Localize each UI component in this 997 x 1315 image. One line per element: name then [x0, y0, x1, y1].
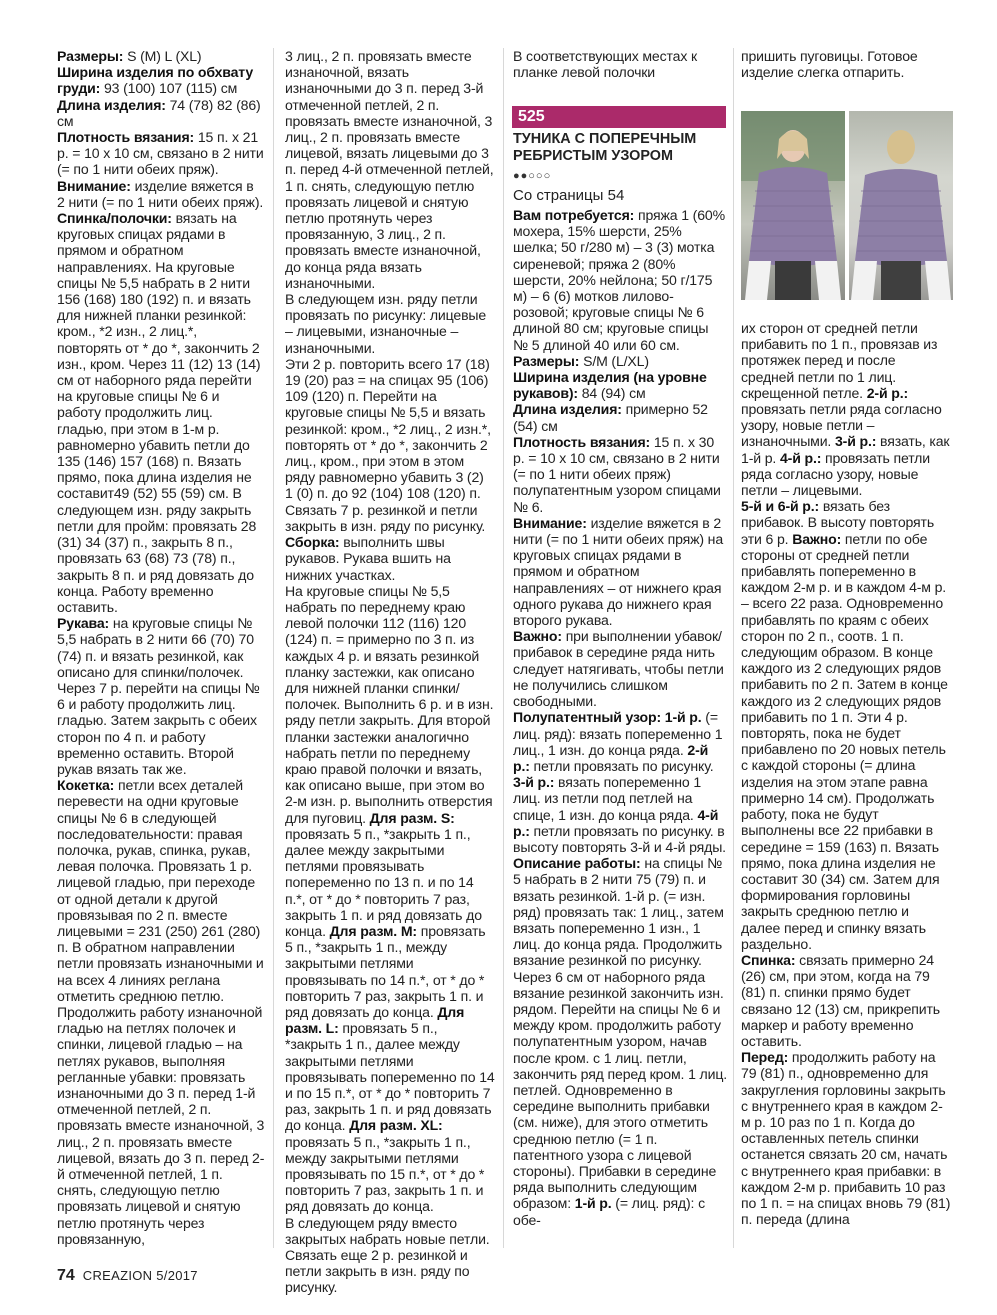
text-column-4-top: [741, 48, 951, 80]
paragraph: Сборка: выполнить швы рукавов. Рукава вшить на нижних участках.: [285, 534, 451, 583]
paragraph: Кокетка: петли всех деталей перевести на одни круговые спицы № 6 в следующей последовательности: правая полочка, рукав, спинка, рукав, левая полочка. Провязать 1 р. лицевой гладью, при переходе от одной детали к другой провязывая по 2 п. вместе лицевыми = 231 (250) 261 (280) п. В обратном направлении петли провязать изнаночными и на всех 4 линиях реглана отметить среднюю петлю. Продолжить работу изнаночной гладью на петлях полочек и спинки, лицевой гладью – на петлях рукавов, выполняя регланные убавки: провязать изнаночными до 3 п. перед 1-й отмеченной петлей, 2 п. провязать вместе изнаночной, 3 лиц., 2 п. провязать вместе лицевой, вязать до 3 п. перед 2-й отмеченной петлей, 1 п. снять, следующую петлю провязать лицевой и снятую петлю протянуть через провязанную,: [57, 777, 265, 1247]
paragraph: Рукава: на круговые спицы № 5,5 набрать в 2 нити 66 (70) 70 (74) п. и вязать резинкой, как описано для спинки/полочек. Через 7 р. перейти на спицы № 6 и работу продолжить лиц. гладью. Затем закрыть с обеих сторон по 4 п. и работу временно оставить. Второй рукав вязать так же.: [57, 615, 260, 777]
paragraph: Ширина изделия (на уровне рукавов): 84 (94) см: [513, 369, 707, 402]
from-page-note: Со страницы 54: [513, 187, 625, 204]
model-photo-front: [741, 111, 845, 300]
column-divider: [503, 48, 504, 1248]
text-column-3-top: [513, 48, 727, 80]
paragraph: Внимание: изделие вяжется в 2 нити (= по 1 нити обеих пряж) на круговых спицах рядами в прямом и обратном направлениях – от нижнего края одного рукава до нижнего края второго рукава.: [513, 514, 724, 629]
page-footer: [57, 1267, 198, 1285]
column-divider: [733, 48, 734, 1248]
text-column-4: [741, 320, 951, 1227]
paragraph: Спинка/полочки: вязать на круговых спицах рядами в прямом и обратном направлениях. На круговые спицы № 5,5 набрать в 2 нити 156 (168) 180 (192) п. и вязать для нижней планки резинкой: кром., *2 изн., 2 лиц.*, повторять от * до *, закончить 2 изн., кром. Через 11 (12) 13 (14) см от наборного ряда перейти на круговые спицы № 6 и работу продолжить лиц. гладью, при этом в 1-м р. равномерно убавить петли до 135 (146) 157 (168) п. Вязать прямо, пока длина изделия не составит49 (52) 55 (59) см. В следующем изн. ряду закрыть петли для пройм: провязать 28 (31) 34 (37) п., закрыть 8 п., провязать 63 (68) 73 (78) п., закрыть 8 п. и ряд довязать до конца. Работу временно оставить.: [57, 210, 261, 615]
paragraph: Полупатентный узор: 1-й р. (= лиц. ряд): вязать попеременно 1 лиц., 1 изн. до конца ряда. 2-й р.: петли провязать по рисунку. 3-й р.: вязать попеременно 1 лиц. из петли под петлей на спице, 1 изн. до конца ряда. 4-й р.: петли провязать по рисунку. в высоту повторять 3-й и 4-й ряды.: [513, 709, 726, 855]
paragraph: 3 лиц., 2 п. провязать вместе изнаночной, вязать изнаночными до 3 п. перед 3-й отмеченной петлей, 2 п. провязать вместе изнаночной, 3 лиц., 2 п. провязать вместе лицевой, вязать лицевыми до 3 п. перед 4-й отмеченной петлей, 1 п. снять, следующую петлю провязать лицевой и снятую петлю протянуть через провязанную, 3 лиц., 2 п. провязать вместе изнаночной, до конца ряда вязать изнаночными.: [285, 48, 494, 291]
model-front-illustration: [741, 111, 845, 300]
paragraph: Вам потребуется: пряжа 1 (60% мохера, 15% шерсти, 25% шелка; 50 г/280 м) – 3 (3) мотка сиреневой; пряжа 2 (80% шерсти, 20% нейлона; 50 г/175 м) – 6 (6) мотков лилово-розовой; круговые спицы № 6 длиной 80 см; круговые спицы № 5 длиной 40 или 60 см.: [513, 207, 725, 353]
paragraph: их сторон от средней петли прибавить по 1 п., провязав из протяжек перед и после средней петли по 1 лиц. скрещенной петле. 2-й р.: провязать петли ряда согласно узору, новые петли – изнаночными. 3-й р.: вязать, как 1-й р. 4-й р.: провязать петли ряда согласно узору, новые петли – лицевыми.: [741, 320, 950, 499]
paragraph: Плотность вязания: 15 п. х 30 р. = 10 х 10 см, связано в 2 нити (= по 1 нити обеих пряж) полупатентным узором спицами № 6.: [513, 433, 721, 515]
paragraph: Внимание: изделие вяжется в 2 нити (= по 1 нити обеих пряж).: [57, 177, 264, 210]
paragraph: Размеры: S (M) L (XL): [57, 48, 202, 64]
text-column-3: [513, 207, 727, 1228]
paragraph: На круговые спицы № 5,5 набрать по переднему краю левой полочки 112 (116) 120 (124) п. = примерно по 3 п. из каждых 4 р. и вязать резинкой планку застежки, как описано для нижней планки спинки/полочек. Выполнить 6 р. и в изн. ряду петли закрыть. Для второй планки застежки аналогично набрать петли по переднему краю правой полочки и вязать, как описано выше, при этом во 2-м изн. р. выполнить отверстия для пуговиц. Для разм. S: провязать 5 п., *закрыть 1 п., далее между закрытыми петлями провязывать попеременно по 13 п. и по 14 п.*, от * до * повторить 7 раз, закрыть 1 п. и ряд довязать до конца. Для разм. M: провязать 5 п., *закрыть 1 п., между закрытыми петлями провязывать по 14 п.*, от * до * повторить 7 раз, закрыть 1 п. и ряд довязать до конца. Для разм. L: провязать 5 п., *закрыть 1 п., далее между закрытыми петлями провязывать попеременно по 14 и по 15 п.*, от * до * повторить 7 раз, закрыть 1 п. и ряд довязать до конца. Для разм. XL: провязать 5 п., *закрыть 1 п., между закрытыми петлями провязывать по 15 п.*, от * до * повторить 7 раз, закрыть 1 п. и ряд довязать до конца.: [285, 582, 495, 1215]
paragraph: Ширина изделия по обхвату груди: 93 (100) 107 (115) см: [57, 64, 254, 97]
difficulty-rating: ●●○○○: [513, 170, 552, 182]
paragraph: Плотность вязания: 15 п. х 21 р. = 10 х 10 см, связано в 2 нити (= по 1 нити обеих пряж).: [57, 129, 264, 178]
paragraph: Эти 2 р. повторить всего 17 (18) 19 (20) раз = на спицах 95 (106) 109 (120) п. Перейти на круговые спицы № 5,5 и вязать резинкой: кром., *2 лиц., 2 изн.*, повторять от * до *, закончить 2 лиц., кром., при этом в этом ряду равномерно убавить 3 (2) 1 (0) п. до 92 (104) 108 (120) п. Связать 7 р. резинкой и петли закрыть в изн. ряду по рисунку.: [285, 355, 491, 534]
paragraph: пришить пуговицы. Готовое изделие слегка отпарить.: [741, 48, 918, 81]
page-number: 74: [57, 1267, 75, 1284]
paragraph: В следующем ряду вместо закрытых набрать новые петли. Связать еще 2 р. резинкой и петли закрыть в изн. ряду по рисунку.: [285, 1214, 490, 1296]
text-column-1: [57, 48, 265, 1247]
paragraph: В следующем изн. ряду петли провязать по рисунку: лицевые – лицевыми, изнаночные – изнаночными.: [285, 291, 487, 356]
model-back-illustration: [849, 111, 953, 300]
column-divider: [273, 48, 274, 1248]
paragraph: 5-й и 6-й р.: вязать без прибавок. В высоту повторять эти 6 р. Важно: петли по обе стороны от средней петли прибавлять попеременно в каждом 2-м р. и в каждом 4-м р. – всего 22 раза. Одновременно прибавлять по краям с обеих сторон по 2 п., соотв. 1 п. следующим образом. В конце каждого из 2 следующих рядов прибавить по 2 п. Затем в конце каждого из 2 следующих рядов прибавить по 1 п. Эти 4 р. повторять, пока не будет прибавлено по 20 новых петель с каждой стороны (= длина изделия на этом этапе равна примерно 14 см). Продолжать работу, пока не будут выполнены все 22 прибавки в середине = 159 (163) п. Вязать прямо, пока длина изделия не составит 30 (34) см. Затем для формирования горловины закрыть среднюю петлю и далее перед и спинку вязать раздельно.: [741, 498, 948, 952]
paragraph: Длина изделия: 74 (78) 82 (86) см: [57, 96, 261, 129]
paragraph: Описание работы: на спицы № 5 набрать в 2 нити 75 (79) п. и вязать резинкой. 1-й р. (= изн. ряд) провязать так: 1 лиц., затем вязать попеременно 1 изн., 1 лиц. до конца ряда. Продолжить вязание резинкой по рисунку. Через 6 см от наборного ряда вязание резинкой закончить изн. рядом. Перейти на спицы № 6 и между кром. продолжить работу полупатентным узором, начав после кром. с 1 лиц. петли, закончить ряд перед кром. 1 лиц. петлей. Одновременно в середине выполнить прибавки (см. ниже), для этого отметить среднюю петлю (= 1 п. патентного узора с лицевой стороны). Прибавки в середине ряда выполнить следующим образом: 1-й р. (= лиц. ряд): с обе-: [513, 855, 728, 1228]
paragraph: Важно: при выполнении убавок/прибавок в середине ряда нить следует натягивать, чтобы петли не получились слишком свободными.: [513, 628, 724, 710]
paragraph: Длина изделия: примерно 52 (54) см: [513, 401, 708, 434]
magazine-issue: CREAZION 5/2017: [82, 1268, 198, 1283]
text-column-2: [285, 48, 495, 1296]
paragraph: Размеры: S/M (L/XL): [513, 352, 649, 369]
paragraph: Спинка: связать примерно 24 (26) см, при этом, когда на 79 (81) п. спинки прямо будет связано 12 (13) см, прикрепить маркер и работу временно оставить.: [741, 951, 940, 1049]
pattern-title: ТУНИКА С ПОПЕРЕЧНЫМ РЕБРИСТЫМ УЗОРОМ: [513, 131, 697, 164]
paragraph: Перед: продолжить работу на 79 (81) п., одновременно для закругления горловины закрыть с внутреннего края в каждом 2-м р. 10 раз по 1 п. Когда до оставленных петель спинки останется связать 20 см, начать с внутреннего края прибавки: в каждом 2-м р. прибавить 10 раз по 1 п. = на спицах вновь 79 (81) п. переда (длина: [741, 1049, 951, 1228]
paragraph: В соответствующих местах к планке левой полочки: [513, 48, 698, 81]
pattern-number-badge: 525: [512, 106, 726, 128]
model-photo-back: [849, 111, 953, 300]
